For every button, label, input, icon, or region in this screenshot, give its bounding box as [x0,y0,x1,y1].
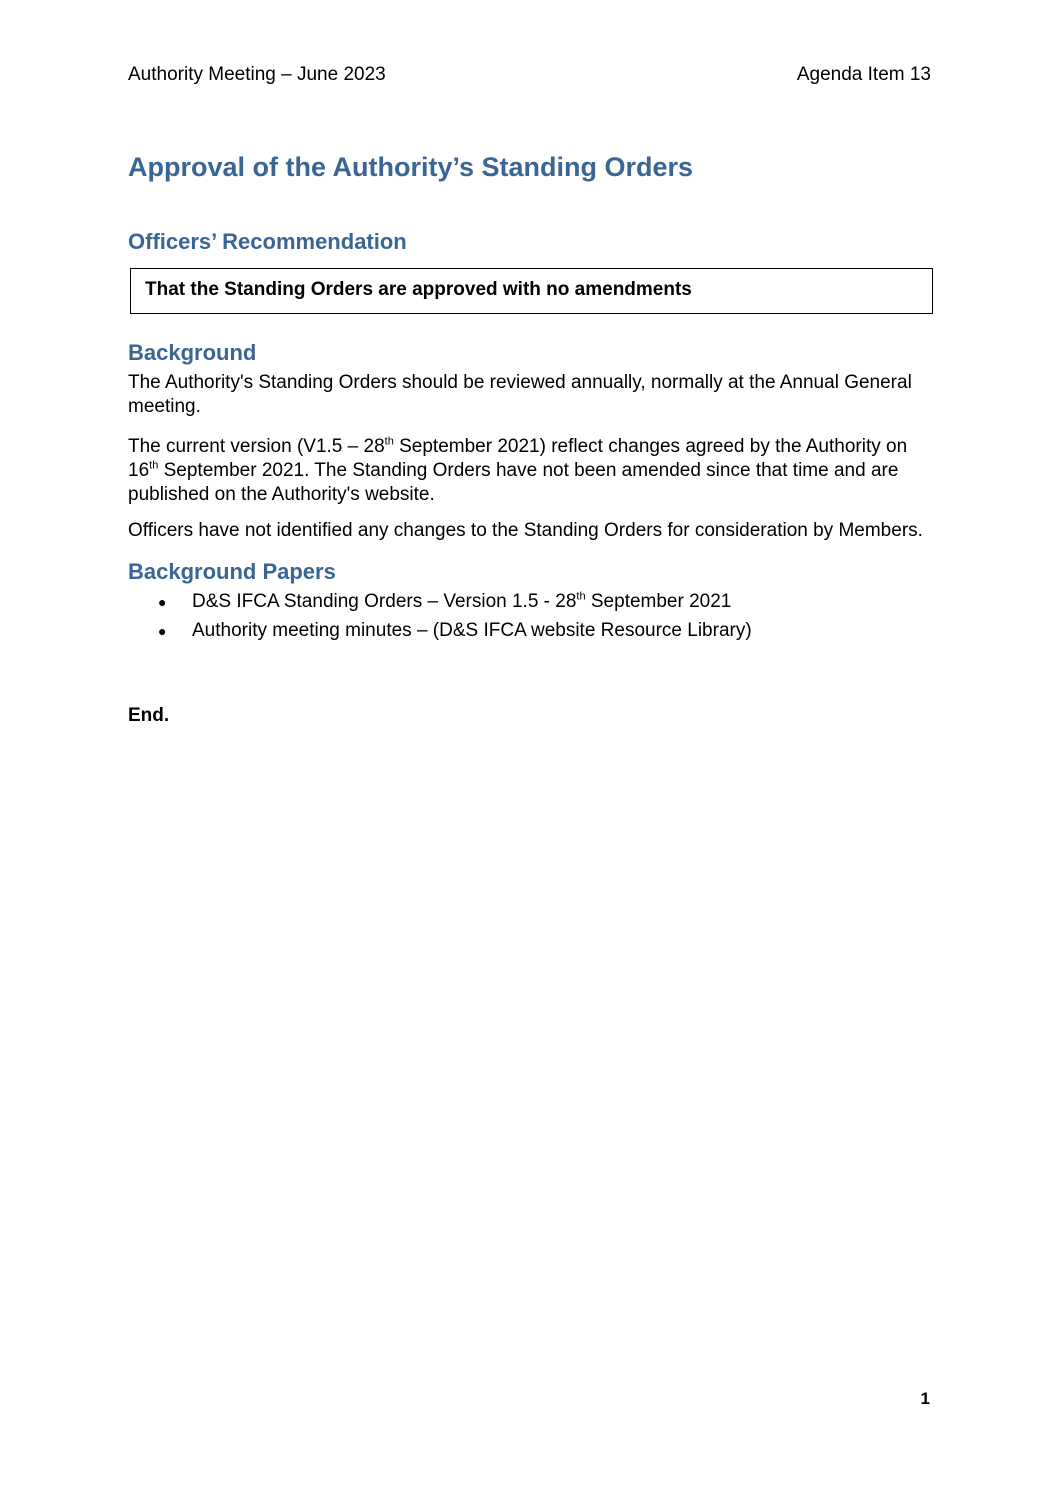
bullet-icon: ● [158,594,167,610]
page-title: Approval of the Authority’s Standing Orders [128,152,694,182]
header-agenda-item: Agenda Item 13 [796,64,931,85]
background-papers-list [128,590,752,648]
paper-1-superscript: th [576,590,586,603]
recommendation-text: That the Standing Orders are approved with no amendments [145,279,692,300]
background-paragraph-2 [128,435,934,507]
paper-1-text-b: September 2021 [585,591,732,612]
background-heading: Background [128,340,257,365]
list-item [128,619,752,648]
page-number: 1 [920,1389,930,1408]
p2-text-a: The current version (V1.5 – 28 [128,436,385,457]
recommendation-heading: Officers’ Recommendation [128,229,407,254]
background-paragraph-1: The Authority's Standing Orders should be reviewed annually, normally at the Annual General meeting. [128,372,912,417]
header-meeting: Authority Meeting – June 2023 [128,64,386,85]
p2-superscript-1: th [384,435,394,448]
background-papers-heading: Background Papers [128,559,336,584]
p2-text-c: September 2021. The Standing Orders have not been amended since that time and are published on the Authority's website. [128,460,899,505]
p2-text-b: September 2021) reflect changes agreed by the Authority on 16 [128,436,908,481]
list-item [128,590,752,619]
bullet-icon: ● [158,623,167,639]
paper-1-text-a: D&S IFCA Standing Orders – Version 1.5 - 28 [192,591,577,612]
paper-2-text: Authority meeting minutes – (D&S IFCA website Resource Library) [192,620,752,641]
end-marker: End. [128,705,170,726]
background-paragraph-3: Officers have not identified any changes to the Standing Orders for consideration by Members. [128,520,923,541]
recommendation-box [130,268,933,314]
p2-superscript-2: th [149,459,159,472]
